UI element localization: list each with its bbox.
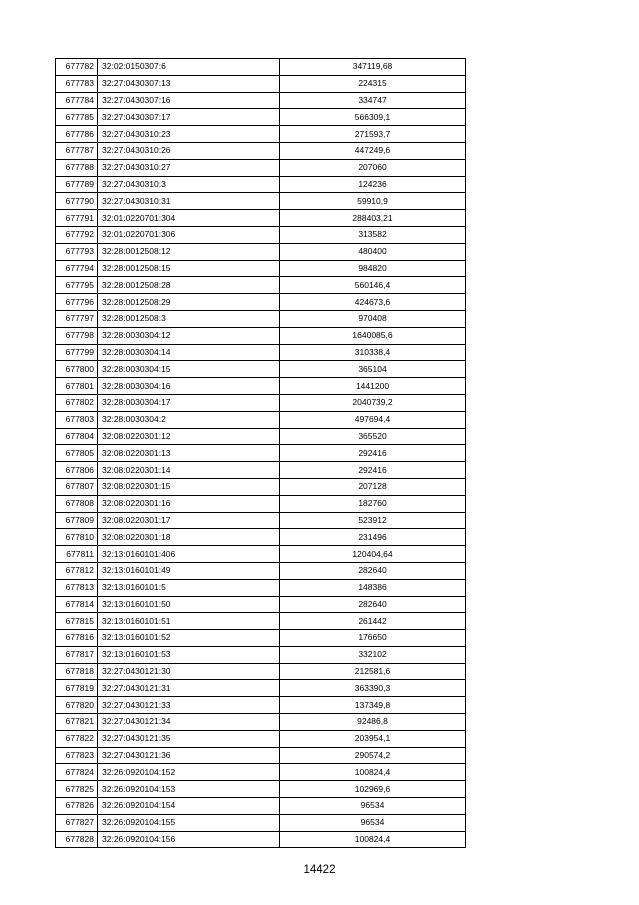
table-row: [56, 126, 466, 143]
value-cell: 212581,6: [280, 663, 466, 680]
table-row: [56, 176, 466, 193]
row-number-cell: 677823: [56, 747, 98, 764]
row-number-cell: 677794: [56, 260, 98, 277]
value-cell: 282640: [280, 562, 466, 579]
cadastral-number-cell: 32:13:0160101:50: [98, 596, 280, 613]
row-number-cell: 677796: [56, 294, 98, 311]
cadastral-number-cell: 32:28:0012508:3: [98, 310, 280, 327]
cadastral-number-cell: 32:28:0030304:12: [98, 327, 280, 344]
cadastral-number-cell: 32:27:0430121:34: [98, 714, 280, 731]
page-number: 14422: [303, 864, 336, 876]
cadastral-number-cell: 32:13:0160101:51: [98, 613, 280, 630]
table-row: [56, 747, 466, 764]
value-cell: 176650: [280, 630, 466, 647]
table-row: [56, 378, 466, 395]
table-row: [56, 394, 466, 411]
value-cell: 224315: [280, 75, 466, 92]
table-row: [56, 814, 466, 831]
row-number-cell: 677819: [56, 680, 98, 697]
value-cell: 970408: [280, 310, 466, 327]
cadastral-number-cell: 32:27:0430121:31: [98, 680, 280, 697]
cadastral-number-cell: 32:27:0430310:3: [98, 176, 280, 193]
cadastral-number-cell: 32:27:0430121:33: [98, 697, 280, 714]
table-row: [56, 546, 466, 563]
value-cell: 2040739,2: [280, 394, 466, 411]
table-row: [56, 260, 466, 277]
value-cell: 1640085,6: [280, 327, 466, 344]
value-cell: 523912: [280, 512, 466, 529]
table-row: [56, 831, 466, 848]
row-number-cell: 677817: [56, 646, 98, 663]
row-number-cell: 677828: [56, 831, 98, 848]
cadastral-number-cell: 32:28:0030304:17: [98, 394, 280, 411]
value-cell: 271593,7: [280, 126, 466, 143]
table-row: [56, 462, 466, 479]
cadastral-number-cell: 32:28:0012508:29: [98, 294, 280, 311]
value-cell: 207060: [280, 159, 466, 176]
value-cell: 332102: [280, 646, 466, 663]
row-number-cell: 677810: [56, 529, 98, 546]
cadastral-number-cell: 32:26:0920104:152: [98, 764, 280, 781]
table-row: [56, 310, 466, 327]
cadastral-value-table: [55, 58, 466, 848]
value-cell: 120404,64: [280, 546, 466, 563]
row-number-cell: 677825: [56, 781, 98, 798]
table-row: [56, 411, 466, 428]
row-number-cell: 677798: [56, 327, 98, 344]
row-number-cell: 677812: [56, 562, 98, 579]
cadastral-number-cell: 32:27:0430310:31: [98, 193, 280, 210]
row-number-cell: 677821: [56, 714, 98, 731]
table-row: [56, 613, 466, 630]
value-cell: 124236: [280, 176, 466, 193]
table-row: [56, 478, 466, 495]
row-number-cell: 677793: [56, 243, 98, 260]
value-cell: 984820: [280, 260, 466, 277]
table-row: [56, 764, 466, 781]
row-number-cell: 677809: [56, 512, 98, 529]
row-number-cell: 677806: [56, 462, 98, 479]
row-number-cell: 677827: [56, 814, 98, 831]
value-cell: 288403,21: [280, 210, 466, 227]
table-row: [56, 798, 466, 815]
row-number-cell: 677816: [56, 630, 98, 647]
table-row: [56, 596, 466, 613]
cadastral-number-cell: 32:13:0160101:53: [98, 646, 280, 663]
value-cell: 363390,3: [280, 680, 466, 697]
cadastral-number-cell: 32:28:0030304:15: [98, 361, 280, 378]
table-row: [56, 344, 466, 361]
cadastral-number-cell: 32:13:0160101:49: [98, 562, 280, 579]
row-number-cell: 677824: [56, 764, 98, 781]
table-row: [56, 445, 466, 462]
cadastral-number-cell: 32:27:0430310:27: [98, 159, 280, 176]
row-number-cell: 677807: [56, 478, 98, 495]
cadastral-number-cell: 32:27:0430310:23: [98, 126, 280, 143]
value-cell: 310338,4: [280, 344, 466, 361]
row-number-cell: 677826: [56, 798, 98, 815]
cadastral-number-cell: 32:01:0220701:304: [98, 210, 280, 227]
cadastral-number-cell: 32:08:0220301:15: [98, 478, 280, 495]
table-row: [56, 327, 466, 344]
cadastral-number-cell: 32:27:0430310:26: [98, 142, 280, 159]
row-number-cell: 677795: [56, 277, 98, 294]
row-number-cell: 677815: [56, 613, 98, 630]
value-cell: 447249,6: [280, 142, 466, 159]
table-row: [56, 781, 466, 798]
row-number-cell: 677813: [56, 579, 98, 596]
table-row: [56, 714, 466, 731]
value-cell: 96534: [280, 798, 466, 815]
cadastral-number-cell: 32:08:0220301:18: [98, 529, 280, 546]
row-number-cell: 677785: [56, 109, 98, 126]
row-number-cell: 677790: [56, 193, 98, 210]
cadastral-number-cell: 32:26:0920104:155: [98, 814, 280, 831]
cadastral-number-cell: 32:13:0160101:5: [98, 579, 280, 596]
table-row: [56, 75, 466, 92]
table-row: [56, 226, 466, 243]
row-number-cell: 677808: [56, 495, 98, 512]
value-cell: 1441200: [280, 378, 466, 395]
cadastral-number-cell: 32:27:0430307:13: [98, 75, 280, 92]
row-number-cell: 677818: [56, 663, 98, 680]
table-row: [56, 59, 466, 76]
row-number-cell: 677803: [56, 411, 98, 428]
cadastral-number-cell: 32:08:0220301:13: [98, 445, 280, 462]
value-cell: 137349,8: [280, 697, 466, 714]
row-number-cell: 677805: [56, 445, 98, 462]
row-number-cell: 677786: [56, 126, 98, 143]
row-number-cell: 677791: [56, 210, 98, 227]
cadastral-number-cell: 32:08:0220301:17: [98, 512, 280, 529]
value-cell: 334747: [280, 92, 466, 109]
row-number-cell: 677814: [56, 596, 98, 613]
table-row: [56, 92, 466, 109]
cadastral-number-cell: 32:26:0920104:156: [98, 831, 280, 848]
value-cell: 59910,9: [280, 193, 466, 210]
row-number-cell: 677800: [56, 361, 98, 378]
value-cell: 203954,1: [280, 730, 466, 747]
cadastral-number-cell: 32:28:0012508:12: [98, 243, 280, 260]
row-number-cell: 677822: [56, 730, 98, 747]
value-cell: 566309,1: [280, 109, 466, 126]
value-cell: 292416: [280, 445, 466, 462]
cadastral-number-cell: 32:28:0012508:28: [98, 277, 280, 294]
value-cell: 560146,4: [280, 277, 466, 294]
value-cell: 480400: [280, 243, 466, 260]
value-cell: 313582: [280, 226, 466, 243]
row-number-cell: 677788: [56, 159, 98, 176]
table-row: [56, 630, 466, 647]
row-number-cell: 677787: [56, 142, 98, 159]
cadastral-number-cell: 32:08:0220301:14: [98, 462, 280, 479]
cadastral-number-cell: 32:01:0220701:306: [98, 226, 280, 243]
value-cell: 207128: [280, 478, 466, 495]
value-cell: 100824,4: [280, 764, 466, 781]
table-row: [56, 142, 466, 159]
value-cell: 92486,8: [280, 714, 466, 731]
table-row: [56, 529, 466, 546]
row-number-cell: 677811: [56, 546, 98, 563]
value-cell: 182760: [280, 495, 466, 512]
cadastral-number-cell: 32:27:0430307:16: [98, 92, 280, 109]
value-cell: 497694,4: [280, 411, 466, 428]
table-row: [56, 680, 466, 697]
row-number-cell: 677783: [56, 75, 98, 92]
table-row: [56, 512, 466, 529]
table-row: [56, 428, 466, 445]
value-cell: 282640: [280, 596, 466, 613]
cadastral-number-cell: 32:28:0030304:16: [98, 378, 280, 395]
value-cell: 347119,68: [280, 59, 466, 76]
cadastral-number-cell: 32:13:0160101:406: [98, 546, 280, 563]
value-cell: 365104: [280, 361, 466, 378]
cadastral-number-cell: 32:28:0030304:2: [98, 411, 280, 428]
table-row: [56, 495, 466, 512]
cadastral-number-cell: 32:02:0150307:6: [98, 59, 280, 76]
row-number-cell: 677792: [56, 226, 98, 243]
value-cell: 424673,6: [280, 294, 466, 311]
cadastral-number-cell: 32:13:0160101:52: [98, 630, 280, 647]
table-row: [56, 277, 466, 294]
table-row: [56, 193, 466, 210]
table-row: [56, 579, 466, 596]
row-number-cell: 677782: [56, 59, 98, 76]
table-row: [56, 562, 466, 579]
table-row: [56, 646, 466, 663]
cadastral-number-cell: 32:27:0430307:17: [98, 109, 280, 126]
table-row: [56, 109, 466, 126]
row-number-cell: 677799: [56, 344, 98, 361]
table-row: [56, 294, 466, 311]
table-row: [56, 159, 466, 176]
value-cell: 100824,4: [280, 831, 466, 848]
row-number-cell: 677802: [56, 394, 98, 411]
row-number-cell: 677804: [56, 428, 98, 445]
value-cell: 290574,2: [280, 747, 466, 764]
row-number-cell: 677797: [56, 310, 98, 327]
value-cell: 102969,6: [280, 781, 466, 798]
row-number-cell: 677784: [56, 92, 98, 109]
value-cell: 96534: [280, 814, 466, 831]
row-number-cell: 677820: [56, 697, 98, 714]
table-body: [56, 59, 466, 848]
cadastral-number-cell: 32:27:0430121:35: [98, 730, 280, 747]
table-row: [56, 697, 466, 714]
row-number-cell: 677801: [56, 378, 98, 395]
cadastral-number-cell: 32:27:0430121:36: [98, 747, 280, 764]
cadastral-number-cell: 32:08:0220301:16: [98, 495, 280, 512]
cadastral-number-cell: 32:28:0012508:15: [98, 260, 280, 277]
value-cell: 148386: [280, 579, 466, 596]
table-row: [56, 210, 466, 227]
value-cell: 292416: [280, 462, 466, 479]
cadastral-number-cell: 32:26:0920104:154: [98, 798, 280, 815]
cadastral-number-cell: 32:27:0430121:30: [98, 663, 280, 680]
table-row: [56, 663, 466, 680]
value-cell: 365520: [280, 428, 466, 445]
value-cell: 231496: [280, 529, 466, 546]
table-row: [56, 361, 466, 378]
cadastral-number-cell: 32:28:0030304:14: [98, 344, 280, 361]
cadastral-number-cell: 32:26:0920104:153: [98, 781, 280, 798]
value-cell: 261442: [280, 613, 466, 630]
cadastral-number-cell: 32:08:0220301:12: [98, 428, 280, 445]
table-row: [56, 243, 466, 260]
table-row: [56, 730, 466, 747]
row-number-cell: 677789: [56, 176, 98, 193]
